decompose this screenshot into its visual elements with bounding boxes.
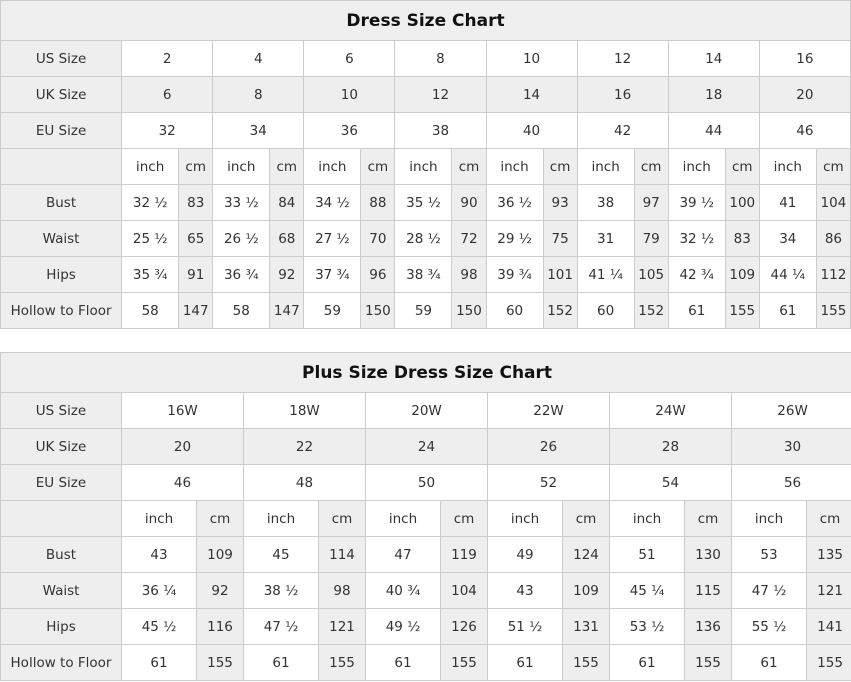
inch-value-cell: 61 <box>732 645 807 681</box>
size-value-cell: 38 <box>395 113 486 149</box>
size-value-cell: 20 <box>759 77 850 113</box>
inch-value-cell: 59 <box>304 293 361 329</box>
size-value-cell: 56 <box>732 465 851 501</box>
cm-value-cell: 121 <box>319 609 366 645</box>
size-value-cell: 10 <box>304 77 395 113</box>
inch-value-cell: 61 <box>668 293 725 329</box>
size-value-cell: 50 <box>366 465 488 501</box>
cm-header-cell: cm <box>319 501 366 537</box>
cm-value-cell: 93 <box>543 185 577 221</box>
row-label: Waist <box>1 573 122 609</box>
inch-value-cell: 61 <box>610 645 685 681</box>
cm-value-cell: 70 <box>361 221 395 257</box>
measurement-row <box>1 609 851 645</box>
inch-value-cell: 45 ¼ <box>610 573 685 609</box>
cm-value-cell: 121 <box>807 573 851 609</box>
cm-value-cell: 79 <box>634 221 668 257</box>
inch-header-cell: inch <box>610 501 685 537</box>
size-value-cell: 34 <box>213 113 304 149</box>
inch-value-cell: 60 <box>486 293 543 329</box>
measurement-row <box>1 645 851 681</box>
cm-header-cell: cm <box>452 149 486 185</box>
size-value-cell: 14 <box>668 41 759 77</box>
size-value-cell: 24 <box>366 429 488 465</box>
cm-value-cell: 136 <box>685 609 732 645</box>
inch-value-cell: 61 <box>244 645 319 681</box>
inch-value-cell: 32 ½ <box>668 221 725 257</box>
cm-value-cell: 91 <box>179 257 213 293</box>
chart-title-row <box>1 1 851 41</box>
inch-value-cell: 58 <box>213 293 270 329</box>
size-row <box>1 113 851 149</box>
inch-value-cell: 38 ¾ <box>395 257 452 293</box>
cm-value-cell: 109 <box>563 573 610 609</box>
cm-value-cell: 112 <box>816 257 850 293</box>
size-row <box>1 429 851 465</box>
inch-value-cell: 43 <box>122 537 197 573</box>
inch-value-cell: 60 <box>577 293 634 329</box>
cm-value-cell: 83 <box>179 185 213 221</box>
dress-size-chart-table <box>0 0 851 329</box>
size-value-cell: 46 <box>122 465 244 501</box>
cm-value-cell: 72 <box>452 221 486 257</box>
size-value-cell: 18W <box>244 393 366 429</box>
row-label: UK Size <box>1 77 122 113</box>
inch-value-cell: 45 <box>244 537 319 573</box>
inch-value-cell: 36 ¼ <box>122 573 197 609</box>
inch-value-cell: 26 ½ <box>213 221 270 257</box>
cm-value-cell: 141 <box>807 609 851 645</box>
row-label: US Size <box>1 393 122 429</box>
inch-value-cell: 39 ½ <box>668 185 725 221</box>
inch-value-cell: 35 ½ <box>395 185 452 221</box>
cm-value-cell: 97 <box>634 185 668 221</box>
row-label: Waist <box>1 221 122 257</box>
measurement-row <box>1 537 851 573</box>
inch-value-cell: 37 ¾ <box>304 257 361 293</box>
row-label: EU Size <box>1 113 122 149</box>
inch-header-cell: inch <box>732 501 807 537</box>
size-value-cell: 12 <box>395 77 486 113</box>
row-label: Hollow to Floor <box>1 645 122 681</box>
cm-value-cell: 109 <box>197 537 244 573</box>
inch-header-cell: inch <box>486 149 543 185</box>
cm-header-cell: cm <box>197 501 244 537</box>
cm-value-cell: 109 <box>725 257 759 293</box>
inch-value-cell: 51 <box>610 537 685 573</box>
inch-value-cell: 49 <box>488 537 563 573</box>
cm-header-cell: cm <box>816 149 850 185</box>
cm-header-cell: cm <box>543 149 577 185</box>
inch-value-cell: 49 ½ <box>366 609 441 645</box>
inch-value-cell: 61 <box>488 645 563 681</box>
cm-value-cell: 119 <box>441 537 488 573</box>
inch-value-cell: 25 ½ <box>122 221 179 257</box>
inch-value-cell: 53 ½ <box>610 609 685 645</box>
inch-value-cell: 29 ½ <box>486 221 543 257</box>
inch-value-cell: 61 <box>366 645 441 681</box>
size-row <box>1 465 851 501</box>
cm-header-cell: cm <box>441 501 488 537</box>
cm-value-cell: 130 <box>685 537 732 573</box>
inch-header-cell: inch <box>668 149 725 185</box>
measurement-row <box>1 257 851 293</box>
cm-value-cell: 152 <box>543 293 577 329</box>
unit-header-row <box>1 501 851 537</box>
cm-value-cell: 90 <box>452 185 486 221</box>
cm-value-cell: 155 <box>197 645 244 681</box>
inch-value-cell: 27 ½ <box>304 221 361 257</box>
inch-value-cell: 33 ½ <box>213 185 270 221</box>
cm-value-cell: 150 <box>361 293 395 329</box>
size-value-cell: 28 <box>610 429 732 465</box>
cm-value-cell: 155 <box>816 293 850 329</box>
inch-header-cell: inch <box>488 501 563 537</box>
size-value-cell: 30 <box>732 429 851 465</box>
size-value-cell: 16 <box>577 77 668 113</box>
cm-value-cell: 105 <box>634 257 668 293</box>
cm-value-cell: 114 <box>319 537 366 573</box>
inch-header-cell: inch <box>577 149 634 185</box>
cm-value-cell: 124 <box>563 537 610 573</box>
size-value-cell: 6 <box>122 77 213 113</box>
chart-title: Plus Size Dress Size Chart <box>1 353 851 393</box>
inch-value-cell: 40 ¾ <box>366 573 441 609</box>
inch-value-cell: 55 ½ <box>732 609 807 645</box>
cm-value-cell: 155 <box>441 645 488 681</box>
cm-value-cell: 86 <box>816 221 850 257</box>
size-value-cell: 16 <box>759 41 850 77</box>
size-value-cell: 20 <box>122 429 244 465</box>
size-value-cell: 20W <box>366 393 488 429</box>
row-label: Hollow to Floor <box>1 293 122 329</box>
size-value-cell: 46 <box>759 113 850 149</box>
cm-value-cell: 155 <box>807 645 851 681</box>
inch-value-cell: 41 ¼ <box>577 257 634 293</box>
cm-value-cell: 147 <box>179 293 213 329</box>
size-value-cell: 2 <box>122 41 213 77</box>
measurement-row <box>1 185 851 221</box>
cm-value-cell: 84 <box>270 185 304 221</box>
inch-value-cell: 32 ½ <box>122 185 179 221</box>
cm-value-cell: 75 <box>543 221 577 257</box>
cm-value-cell: 116 <box>197 609 244 645</box>
inch-value-cell: 42 ¾ <box>668 257 725 293</box>
size-value-cell: 32 <box>122 113 213 149</box>
inch-value-cell: 59 <box>395 293 452 329</box>
size-row <box>1 77 851 113</box>
cm-header-cell: cm <box>270 149 304 185</box>
size-value-cell: 18 <box>668 77 759 113</box>
size-value-cell: 48 <box>244 465 366 501</box>
cm-value-cell: 68 <box>270 221 304 257</box>
cm-value-cell: 131 <box>563 609 610 645</box>
inch-value-cell: 36 ½ <box>486 185 543 221</box>
inch-value-cell: 61 <box>759 293 816 329</box>
cm-value-cell: 155 <box>563 645 610 681</box>
inch-value-cell: 34 <box>759 221 816 257</box>
size-value-cell: 36 <box>304 113 395 149</box>
inch-header-cell: inch <box>759 149 816 185</box>
cm-value-cell: 100 <box>725 185 759 221</box>
size-value-cell: 24W <box>610 393 732 429</box>
unit-row-label <box>1 501 122 537</box>
inch-value-cell: 47 ½ <box>732 573 807 609</box>
size-value-cell: 4 <box>213 41 304 77</box>
cm-value-cell: 155 <box>725 293 759 329</box>
cm-value-cell: 83 <box>725 221 759 257</box>
cm-value-cell: 98 <box>452 257 486 293</box>
measurement-row <box>1 573 851 609</box>
size-value-cell: 26W <box>732 393 851 429</box>
inch-value-cell: 35 ¾ <box>122 257 179 293</box>
inch-value-cell: 51 ½ <box>488 609 563 645</box>
inch-value-cell: 28 ½ <box>395 221 452 257</box>
inch-header-cell: inch <box>304 149 361 185</box>
cm-value-cell: 92 <box>197 573 244 609</box>
inch-value-cell: 53 <box>732 537 807 573</box>
size-value-cell: 8 <box>213 77 304 113</box>
measurement-row <box>1 293 851 329</box>
cm-value-cell: 150 <box>452 293 486 329</box>
size-value-cell: 54 <box>610 465 732 501</box>
size-value-cell: 6 <box>304 41 395 77</box>
unit-header-row <box>1 149 851 185</box>
size-value-cell: 40 <box>486 113 577 149</box>
inch-header-cell: inch <box>213 149 270 185</box>
size-value-cell: 52 <box>488 465 610 501</box>
size-value-cell: 12 <box>577 41 668 77</box>
cm-value-cell: 65 <box>179 221 213 257</box>
size-value-cell: 10 <box>486 41 577 77</box>
cm-value-cell: 98 <box>319 573 366 609</box>
cm-value-cell: 101 <box>543 257 577 293</box>
cm-header-cell: cm <box>807 501 851 537</box>
row-label: US Size <box>1 41 122 77</box>
unit-row-label <box>1 149 122 185</box>
size-value-cell: 42 <box>577 113 668 149</box>
size-row <box>1 393 851 429</box>
cm-value-cell: 88 <box>361 185 395 221</box>
size-value-cell: 8 <box>395 41 486 77</box>
cm-value-cell: 92 <box>270 257 304 293</box>
size-value-cell: 22 <box>244 429 366 465</box>
size-value-cell: 26 <box>488 429 610 465</box>
inch-value-cell: 39 ¾ <box>486 257 543 293</box>
size-value-cell: 44 <box>668 113 759 149</box>
cm-value-cell: 104 <box>441 573 488 609</box>
inch-value-cell: 61 <box>122 645 197 681</box>
plus-size-dress-size-chart-table <box>0 352 851 681</box>
cm-value-cell: 135 <box>807 537 851 573</box>
cm-value-cell: 126 <box>441 609 488 645</box>
cm-header-cell: cm <box>563 501 610 537</box>
cm-header-cell: cm <box>685 501 732 537</box>
row-label: UK Size <box>1 429 122 465</box>
cm-value-cell: 96 <box>361 257 395 293</box>
inch-value-cell: 43 <box>488 573 563 609</box>
inch-value-cell: 44 ¼ <box>759 257 816 293</box>
cm-value-cell: 147 <box>270 293 304 329</box>
cm-value-cell: 104 <box>816 185 850 221</box>
inch-value-cell: 58 <box>122 293 179 329</box>
row-label: Bust <box>1 537 122 573</box>
row-label: Hips <box>1 257 122 293</box>
inch-value-cell: 41 <box>759 185 816 221</box>
chart-title-row <box>1 353 851 393</box>
size-value-cell: 16W <box>122 393 244 429</box>
inch-value-cell: 45 ½ <box>122 609 197 645</box>
inch-value-cell: 36 ¾ <box>213 257 270 293</box>
inch-header-cell: inch <box>122 501 197 537</box>
inch-header-cell: inch <box>366 501 441 537</box>
chart-title: Dress Size Chart <box>1 1 851 41</box>
cm-header-cell: cm <box>725 149 759 185</box>
cm-header-cell: cm <box>361 149 395 185</box>
cm-value-cell: 115 <box>685 573 732 609</box>
cm-value-cell: 155 <box>685 645 732 681</box>
cm-header-cell: cm <box>179 149 213 185</box>
inch-header-cell: inch <box>395 149 452 185</box>
inch-value-cell: 47 <box>366 537 441 573</box>
measurement-row <box>1 221 851 257</box>
inch-header-cell: inch <box>122 149 179 185</box>
size-value-cell: 22W <box>488 393 610 429</box>
inch-value-cell: 31 <box>577 221 634 257</box>
size-row <box>1 41 851 77</box>
inch-value-cell: 47 ½ <box>244 609 319 645</box>
cm-value-cell: 155 <box>319 645 366 681</box>
row-label: Bust <box>1 185 122 221</box>
inch-value-cell: 38 <box>577 185 634 221</box>
size-value-cell: 14 <box>486 77 577 113</box>
row-label: Hips <box>1 609 122 645</box>
inch-value-cell: 34 ½ <box>304 185 361 221</box>
row-label: EU Size <box>1 465 122 501</box>
cm-header-cell: cm <box>634 149 668 185</box>
inch-header-cell: inch <box>244 501 319 537</box>
cm-value-cell: 152 <box>634 293 668 329</box>
inch-value-cell: 38 ½ <box>244 573 319 609</box>
